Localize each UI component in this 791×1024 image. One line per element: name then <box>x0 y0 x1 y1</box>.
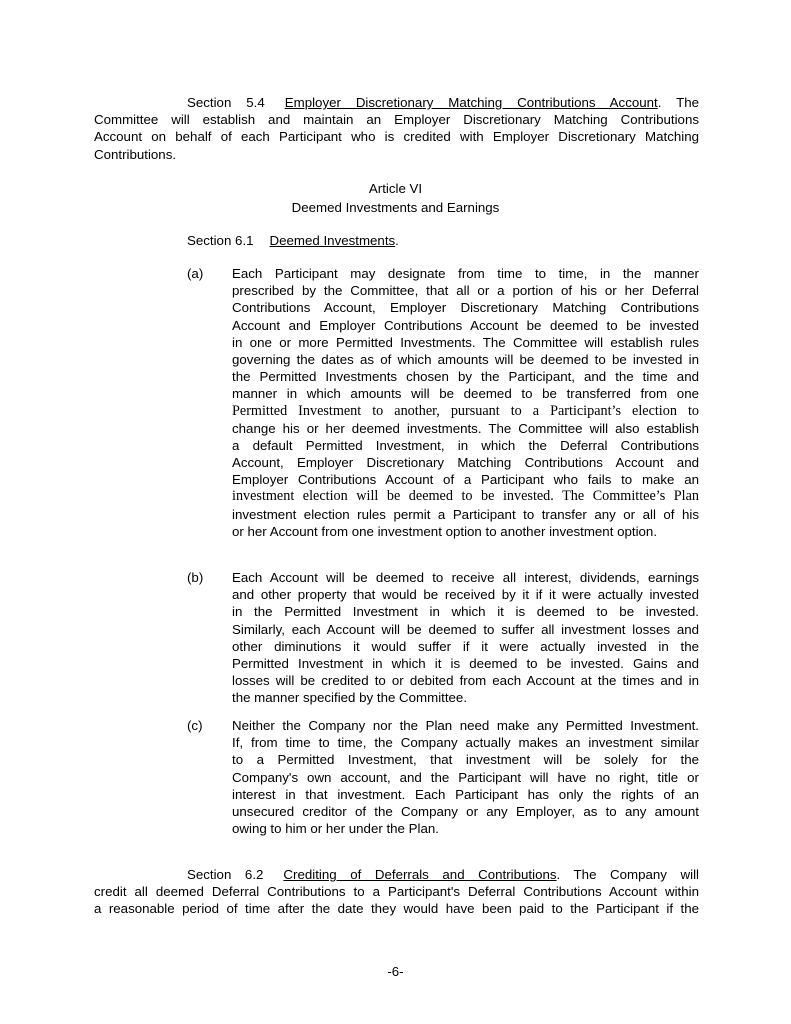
section-5-4 <box>94 94 699 163</box>
text-line: in one or more Permitted Investments. The Committee will establish rules <box>232 334 699 350</box>
text-line: credit all deemed Deferral Contributions to a Participant's Deferral Contributions Account within <box>94 884 699 900</box>
section-text: . The <box>657 95 700 110</box>
text-line: investment election will be deemed to be invested. The Committee’s Plan <box>232 488 699 505</box>
item-label: (b) <box>187 570 204 585</box>
text-line: and other property that would be received by it if it were actually invested <box>232 587 699 603</box>
text-line: Committee will establish and maintain an Employer Discretionary Matching Contributions <box>94 112 699 128</box>
text-line: Contributions. <box>94 146 177 162</box>
page-number: -6- <box>387 964 404 979</box>
text-line: investment election rules permit a Participant to transfer any or all of his <box>232 506 699 522</box>
section-title: Deemed Investments <box>269 233 396 248</box>
section-title: Employer Discretionary Matching Contributions Account <box>284 95 658 110</box>
text-line: prescribed by the Committee, that all or a portion of his or her Deferral <box>232 283 699 299</box>
section-6-2 <box>94 866 699 918</box>
text-line: interest in that investment. Each Participant has only the rights of an <box>232 786 699 802</box>
text-line: Contributions Account, Employer Discretionary Matching Contributions <box>232 300 699 316</box>
text-line: in the Permitted Investment in which it is deemed to be invested. <box>232 604 699 620</box>
text-line: Account on behalf of each Participant who is credited with Employer Discretionary Matching <box>94 129 699 145</box>
section-number: Section 6.2 <box>187 867 264 882</box>
text-line: a reasonable period of time after the date they would have been paid to the Participant if the <box>94 901 699 917</box>
text-line: Similarly, each Account will be deemed to suffer all investment losses and <box>232 621 699 637</box>
text-line: owing to him or her under the Plan. <box>232 821 439 837</box>
section-text: . The Company will <box>556 867 699 882</box>
item-label: (a) <box>187 266 204 281</box>
text-line: other diminutions it would suffer if it were actually invested in the <box>232 638 699 654</box>
text-line: a default Permitted Investment, in which the Deferral Contributions <box>232 437 699 453</box>
text-line: If, from time to time, the Company actually makes an investment similar <box>232 735 699 751</box>
item-a-text <box>232 265 699 540</box>
text-line: governing the dates as of which amounts will be deemed to be invested in <box>232 351 699 367</box>
text-line: Neither the Company nor the Plan need make any Permitted Investment. <box>232 718 699 733</box>
section-number: Section 5.4 <box>187 95 265 110</box>
item-c-text <box>232 717 699 837</box>
text-line: Each Account will be deemed to receive all interest, dividends, earnings <box>232 570 699 585</box>
text-line: Account and Employer Contributions Account be deemed to be invested <box>232 317 699 333</box>
text-line: Employer Contributions Account of a Participant who fails to make an <box>232 472 699 488</box>
text-line: the Permitted Investments chosen by the Participant, and the time and <box>232 369 699 385</box>
text-line: change his or her deemed investments. The Committee will also establish <box>232 420 699 436</box>
item-label: (c) <box>187 718 203 733</box>
text-line: Permitted Investment to another, pursuant to a Participant’s election to <box>232 402 699 419</box>
text-line: Account, Employer Discretionary Matching Contributions Account and <box>232 455 699 471</box>
text-line: manner in which amounts will be deemed to be transferred from one <box>232 386 699 402</box>
text-line: unsecured creditor of the Company or any Employer, as to any amount <box>232 803 699 819</box>
section-number: Section 6.1 <box>187 233 254 248</box>
text-line: Permitted Investment in which it is deemed to be invested. Gains and <box>232 655 699 671</box>
text-line: to a Permitted Investment, that investment will be solely for the <box>232 752 699 768</box>
section-title: Crediting of Deferrals and Contributions <box>283 867 557 882</box>
text-line: or her Account from one investment option to another investment option. <box>232 523 658 539</box>
section-6-1-heading: Section 6.1 Deemed Investments. <box>187 233 399 248</box>
article-subheading: Deemed Investments and Earnings <box>291 200 500 215</box>
article-heading: Article VI <box>368 181 423 196</box>
text-line: Company's own account, and the Participant will have no right, title or <box>232 769 699 785</box>
text-line: losses will be credited to or debited from each Account at the times and in <box>232 673 699 689</box>
text-line: the manner specified by the Committee. <box>232 690 468 706</box>
text-line: Each Participant may designate from time to time, in the manner <box>232 266 699 281</box>
item-b-text <box>232 569 699 707</box>
